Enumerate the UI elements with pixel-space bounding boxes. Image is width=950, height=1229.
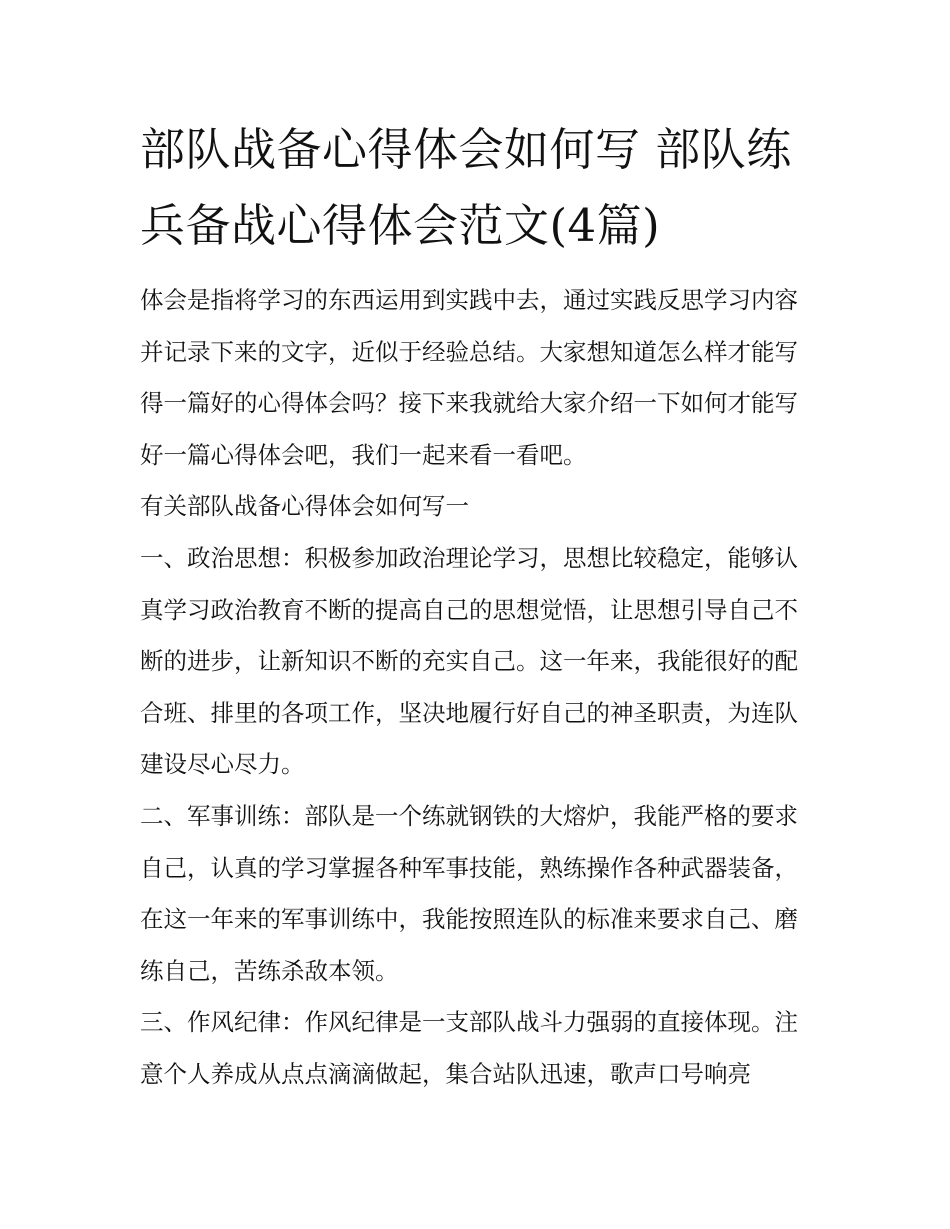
paragraph-political-thought: 一、政治思想：积极参加政治理论学习，思想比较稳定，能够认真学习政治教育不断的提高自己的思想觉悟，让思想引导自己不断的进步，让新知识不断的充实自己。这一年来，我能很好的配合班、排里的各项工作，坚决地履行好自己的神圣职责，为连队建设尽心尽力。: [140, 543, 798, 779]
section-heading: 有关部队战备心得体会如何写一: [140, 492, 469, 521]
paragraph-military-training: 二、军事训练：部队是一个练就钢铁的大熔炉，我能严格的要求自己，认真的学习掌握各种军事技能，熟练操作各种武器装备，在这一年来的军事训练中，我能按照连队的标准来要求自己、磨练自己，苦练杀敌本领。: [140, 801, 798, 985]
intro-paragraph: 体会是指将学习的东西运用到实践中去，通过实践反思学习内容并记录下来的文字，近似于经验总结。大家想知道怎么样才能写得一篇好的心得体会吗？接下来我就给大家介绍一下如何才能写好一篇心得体会吧，我们一起来看一看吧。: [140, 286, 798, 469]
paragraph-discipline: 三、作风纪律：作风纪律是一支部队战斗力强弱的直接体现。注意个人养成从点点滴滴做起，集合站队迅速，歌声口号响亮: [140, 1008, 798, 1088]
document-title: 部队战备心得体会如何写 部队练兵备战心得体会范文(4篇): [140, 123, 792, 252]
document-body: [140, 275, 816, 1101]
